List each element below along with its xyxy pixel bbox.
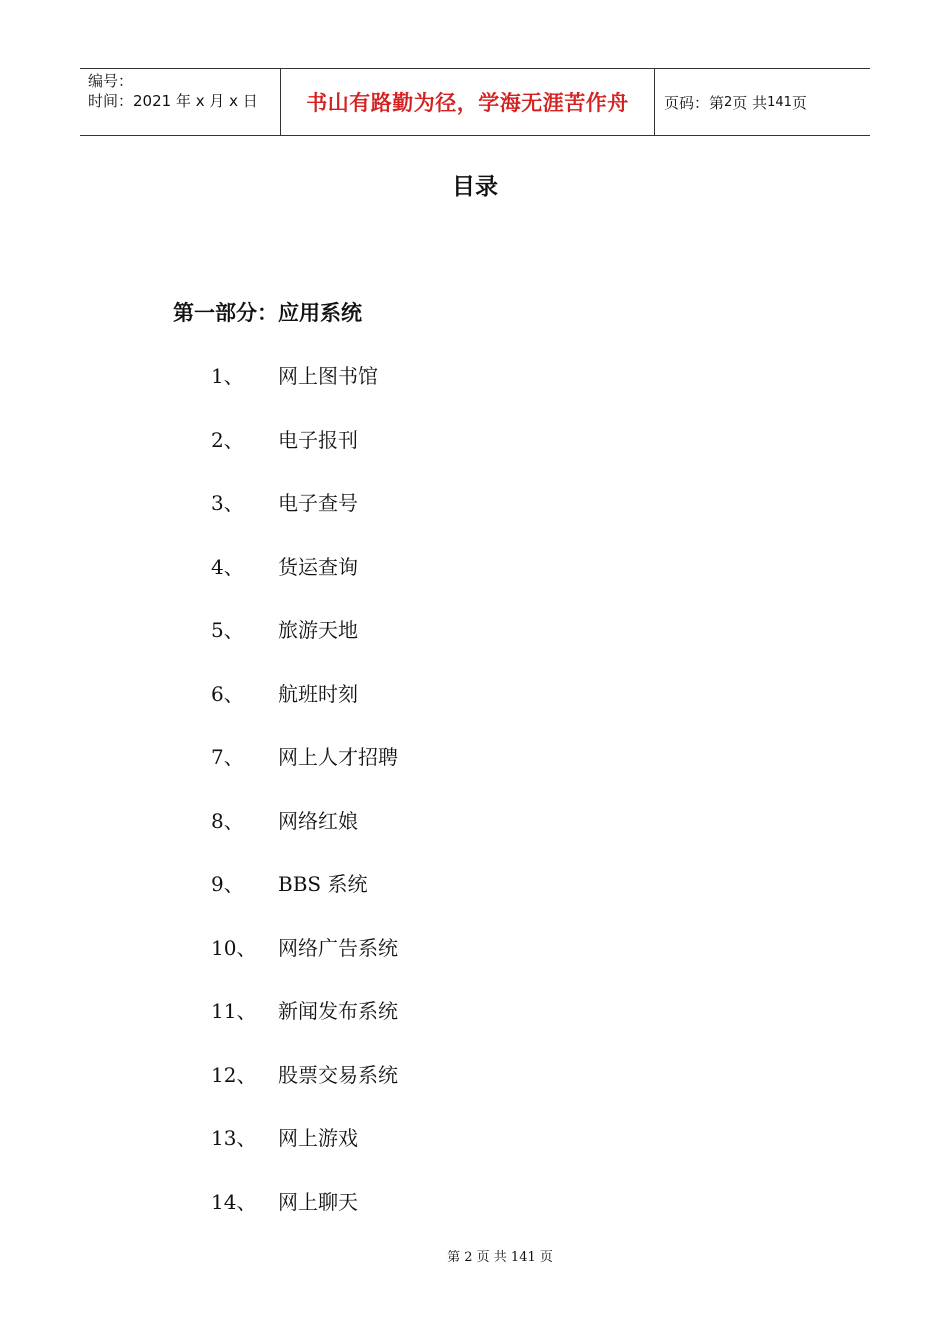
toc-item <box>211 487 398 551</box>
toc-item <box>211 1059 398 1123</box>
header-meta <box>80 69 281 135</box>
header-time-label: 时间：2021 年 x 月 x 日 <box>88 92 258 110</box>
page-info-current: 2 <box>724 94 733 110</box>
header-code-label: 编号： <box>88 72 134 90</box>
toc-item-text: 网络红娘 <box>278 808 358 833</box>
page-info-prefix: 页码：第 <box>664 93 725 112</box>
toc-section-title: 第一部分：应用系统 <box>173 300 362 325</box>
toc-item <box>211 805 398 869</box>
toc-item-text: BBS 系统 <box>278 872 368 896</box>
toc-item-number: 13、 <box>211 1126 257 1150</box>
toc-item <box>211 868 398 932</box>
page-footer: 第 2 页 共 141 页 <box>447 1250 553 1265</box>
toc-item-number: 6、 <box>211 681 244 706</box>
toc-item-text: 股票交易系统 <box>278 1062 398 1087</box>
toc-item-number: 12、 <box>211 1062 257 1087</box>
toc-item <box>211 424 398 488</box>
toc-item-text: 网上聊天 <box>278 1189 358 1214</box>
page-info-total: 141 <box>767 94 792 110</box>
toc-item-number: 1、 <box>211 364 244 388</box>
toc-item-text: 电子报刊 <box>278 427 358 452</box>
toc-item-text: 网络广告系统 <box>278 935 398 960</box>
toc-item-number: 7、 <box>211 745 244 769</box>
toc-item-number: 3、 <box>211 491 244 515</box>
toc-item <box>211 995 398 1059</box>
header-page-info <box>655 69 870 135</box>
page-info-mid: 页 共 <box>732 93 768 112</box>
toc-item-text: 电子查号 <box>278 491 358 515</box>
toc-item-text: 货运查询 <box>278 554 358 579</box>
toc-item-number: 5、 <box>211 618 244 642</box>
toc-item <box>211 1186 398 1250</box>
page-info-suffix: 页 <box>791 93 807 112</box>
header-motto: 书山有路勤为径，学海无涯苦作舟 <box>281 69 655 135</box>
toc-item-number: 8、 <box>211 808 244 833</box>
toc-item-text: 网上人才招聘 <box>278 745 398 769</box>
toc-item <box>211 932 398 996</box>
toc-item-number: 14、 <box>211 1189 257 1214</box>
toc-item-number: 4、 <box>211 554 244 579</box>
toc-item <box>211 741 398 805</box>
toc-item <box>211 678 398 742</box>
toc-item-number: 2、 <box>211 427 244 452</box>
toc-item <box>211 551 398 615</box>
toc-item-text: 旅游天地 <box>278 618 358 642</box>
toc-item-text: 新闻发布系统 <box>278 999 398 1023</box>
toc-item <box>211 360 398 424</box>
toc-item-text: 航班时刻 <box>278 681 358 706</box>
toc-item-number: 11、 <box>211 999 257 1023</box>
page-header <box>80 68 870 136</box>
toc-list <box>211 360 398 1249</box>
toc-title: 目录 <box>452 173 498 200</box>
toc-item-number: 10、 <box>211 935 257 960</box>
toc-item-number: 9、 <box>211 872 244 896</box>
toc-item <box>211 1122 398 1186</box>
toc-item-text: 网上游戏 <box>278 1126 358 1150</box>
toc-item <box>211 614 398 678</box>
toc-item-text: 网上图书馆 <box>278 364 378 388</box>
